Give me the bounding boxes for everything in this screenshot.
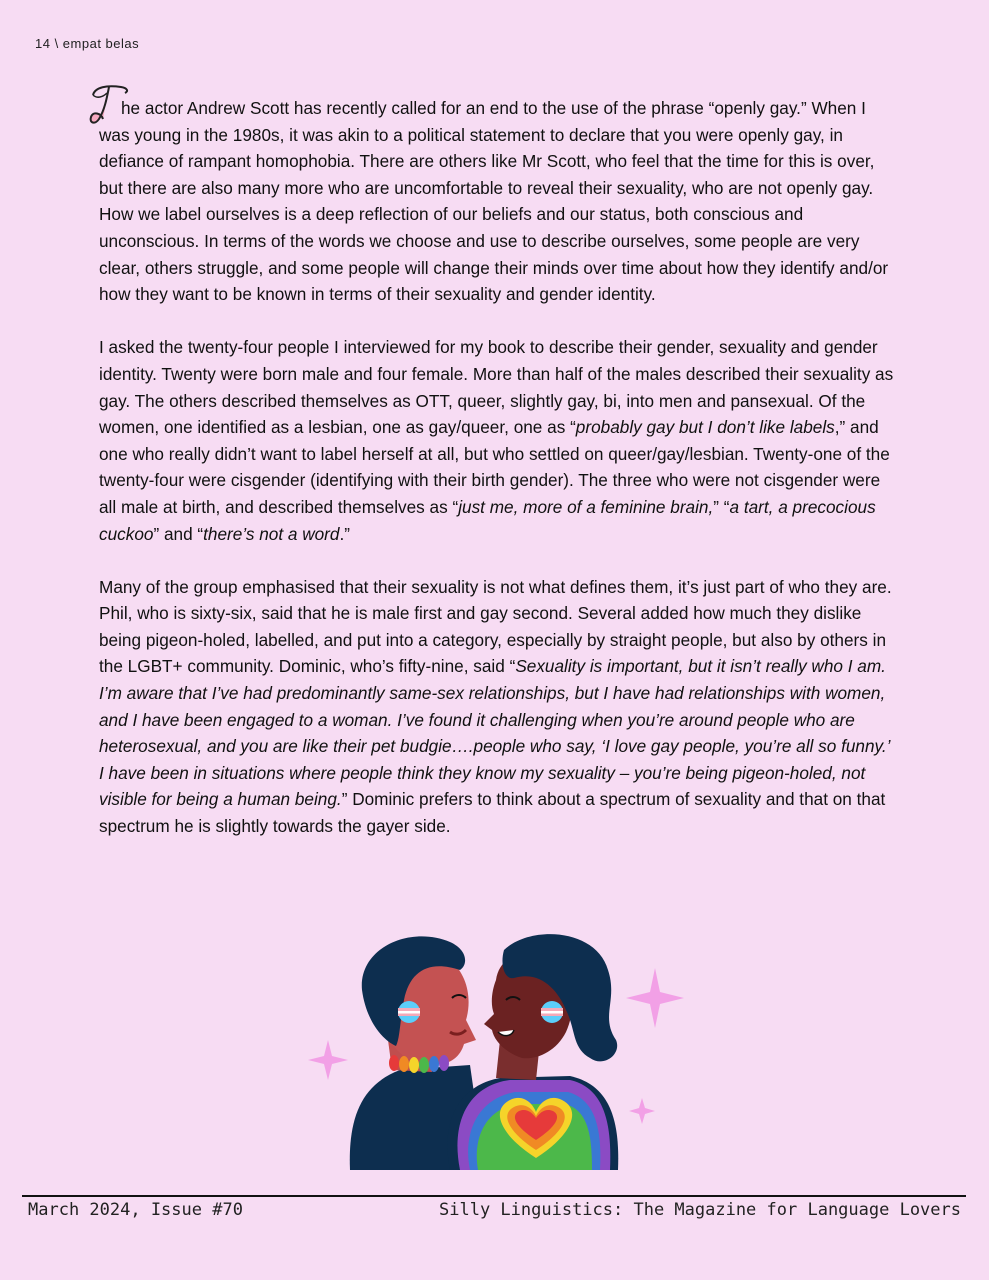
footer-magazine-title: Silly Linguistics: The Magazine for Language Lovers xyxy=(439,1200,961,1220)
p2-text-c: ” “ xyxy=(713,496,730,517)
p2-text-b: ,” and one who really didn’t want to label herself at all, but who settled on queer/gay/lesbian. Twenty-one of the twenty-four were cisgender (identifying with their birth gender). The three who were not cisgender were all male at birth, and described themselves as “ xyxy=(99,417,890,517)
p2-text-d: ” and “ xyxy=(153,523,204,544)
sparkle-icon xyxy=(626,968,684,1028)
sparkle-icon xyxy=(308,1040,348,1080)
paragraph-1 xyxy=(99,95,899,308)
sparkle-icon xyxy=(629,1098,655,1124)
rainbow-heart xyxy=(457,1080,610,1170)
p2-text-a: I asked the twenty-four people I interviewed for my book to describe their gender, sexuality and gender identity. Twenty were born male and four female. More than half of the males described their sexuality as gay. The others described themselves as OTT, queer, slightly gay, bi, into men and pansexual. Of the women, one identified as a lesbian, one as gay/queer, one as “ xyxy=(99,337,894,438)
paragraph-2 xyxy=(99,334,899,547)
p3-quote: Sexuality is important, but it isn’t really who I am. I’m aware that I’ve had predominantly same-sex relationships, but I have had relationships with women, and I have been engaged to a woman. I’ve found it challenging when you’re around people who are heterosexual, and you are like their pet budgie….people who say, ‘I love gay people, you’re all so funny.’ I have been in situations where people think they know my sexuality – you’re being pigeon-holed, not visible for being a human being. xyxy=(99,656,890,810)
p2-quote-2: just me, more of a feminine brain, xyxy=(458,496,714,517)
paragraph-1-text: he actor Andrew Scott has recently called for an end to the use of the phrase “openly gay.” When I was young in the 1980s, it was akin to a political statement to declare that you were openly gay, in defiance of rampant homophobia. There are others like Mr Scott, who feel that the time for this is over, but there are also many more who are uncomfortable to reveal their sexuality, who are not openly gay. How we label ourselves is a deep reflection of our beliefs and our status, both conscious and unconscious. In terms of the words we choose and use to describe ourselves, some people are very clear, others struggle, and some people will change their minds over time about how they identify and/or how they want to be known in terms of their sexuality and gender identity. xyxy=(99,98,889,305)
p2-quote-4: there’s not a word xyxy=(203,523,340,544)
page-number: 14 \ empat belas xyxy=(35,36,140,51)
footer-issue-date: March 2024, Issue #70 xyxy=(28,1200,243,1220)
couple-illustration xyxy=(300,920,690,1170)
paragraph-3 xyxy=(99,574,899,840)
footer-rule xyxy=(22,1195,966,1197)
p2-quote-1: probably gay but I don’t like labels xyxy=(575,417,835,438)
dropcap-ornament xyxy=(85,81,133,129)
p3-text-a: Many of the group emphasised that their sexuality is not what defines them, it’s just part of who they are. Phil, who is sixty-six, said that he is male first and gay second. Several added how much they dislike being pigeon-holed, labelled, and put into a category, especially by straight people, but also by others in the LGBT+ community. Dominic, who’s fifty-nine, said “ xyxy=(99,576,892,677)
p2-quote-3: a tart, a precocious cuckoo xyxy=(99,496,876,544)
p3-text-b: ” Dominic prefers to think about a spectrum of sexuality and that on that spectrum he is slightly towards the gayer side. xyxy=(99,789,886,837)
article-body xyxy=(99,95,899,866)
p2-text-e: .” xyxy=(339,523,350,544)
